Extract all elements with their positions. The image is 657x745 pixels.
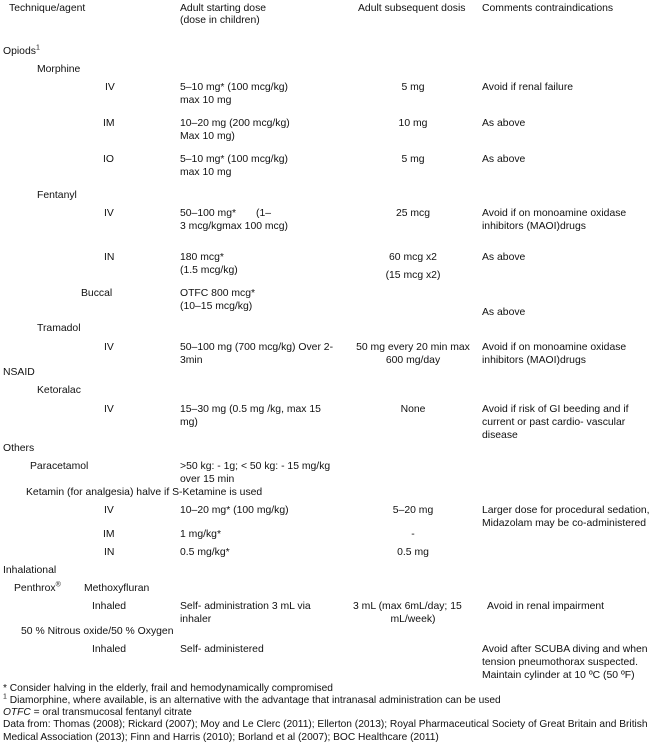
subsequent-dose: None [400,404,426,415]
dose-text: max 10 mg [180,167,232,178]
dose-text: Self- administered [180,644,264,655]
dose-text: 0.5 mg/kg* [180,547,230,558]
header-subsequent: Adult subsequent dosis [358,3,466,14]
agent-penthrox: Penthrox® [14,581,61,594]
dose-text: 50–100 mg (700 mcg/kg) Over 2- [180,342,334,353]
comment-text: tension pneumothorax suspected. [482,657,638,668]
dose-text: 10–20 mg* (100 mg/kg) [180,505,289,516]
route-label: IV [104,404,114,415]
route-label: Inhaled [92,601,127,612]
comment-text: As above [482,307,526,318]
agent-tramadol: Tramadol [37,323,81,334]
agent-ketamin: Ketamin (for analgesia) halve if S-Ketamine is used [26,487,263,498]
route-label: IV [104,505,114,516]
subsequent-dose: 5 mg [401,82,425,93]
section-nsaid: NSAID [3,367,35,378]
comment-text: As above [482,118,526,129]
dose-text: max 10 mg [180,95,232,106]
section-opioids: Opiods$^1$ [3,44,40,57]
comment-text: Avoid if on monoamine oxidase [482,342,627,353]
agent-nitrous-oxide: 50 % Nitrous oxide/50 % Oxygen [21,626,174,637]
route-label: IO [103,154,114,165]
route-label-buccal: Buccal [81,288,113,299]
dose-text: (1.5 mcg/kg) [180,265,238,276]
subsequent-dose: (15 mcg x2) [385,270,441,281]
agent-paracetamol: Paracetamol [30,461,89,472]
section-others: Others [3,443,35,454]
subsequent-dose: mL/week) [390,614,436,625]
comment-text: current or past cardio- vascular [482,417,626,428]
comment-text: Avoid if renal failure [482,82,574,93]
route-label: IV [104,208,114,219]
section-inhalational: Inhalational [3,565,57,576]
dose-text: 3min [180,355,203,366]
dose-text: 5–10 mg* (100 mcg/kg) [180,154,289,165]
agent-morphine: Morphine [37,64,81,75]
subsequent-dose: 0.5 mg [397,547,429,558]
route-label: IM [103,529,115,540]
dose-text: over 15 min [180,474,235,485]
subsequent-dose: - [411,529,415,540]
header-comments: Comments contraindications [482,3,614,14]
comment-text: Avoid after SCUBA diving and when [482,644,648,655]
dose-text: Self- administration 3 mL via [180,601,311,612]
comment-text: As above [482,154,526,165]
agent-fentanyl: Fentanyl [37,190,77,201]
comment-text: disease [482,430,518,441]
header-technique: Technique/agent [9,3,86,14]
route-label: Inhaled [92,644,127,655]
comment-text: Midazolam may be co-administered [482,518,647,529]
agent-methoxyflurane: Methoxyfluran [84,583,150,594]
footnote-otfc: OTFC = oral transmucosal fentanyl citrate [3,707,192,718]
route-label: IM [103,118,115,129]
route-label: IN [104,547,115,558]
comment-text: Avoid if risk of GI beeding and if [482,404,629,415]
subsequent-dose: 60 mcg x2 [389,252,437,263]
subsequent-dose: 5–20 mg [392,505,434,516]
dose-text: 50–100 mg* [180,208,237,219]
comment-text: Avoid if on monoamine oxidase [482,208,627,219]
route-label: IN [104,252,115,263]
subsequent-dose: 3 mL (max 6mL/day; 15 [353,601,462,612]
subsequent-dose: 25 mcg [395,208,431,219]
dose-text: mg) [180,417,198,428]
subsequent-dose: 50 mg every 20 min max [356,342,470,353]
comment-text: As above [482,252,526,263]
agent-ketoralac: Ketoralac [37,385,81,396]
dose-text: (1– [256,208,272,219]
dose-text: 10–20 mg (200 mcg/kg) [180,118,290,129]
footnote-halving: * Consider halving in the elderly, frail and hemodynamically compromised [3,683,333,694]
subsequent-dose: 5 mg [401,154,425,165]
route-label: IV [105,82,115,93]
subsequent-dose: 600 mg/day [385,355,441,366]
route-label: IV [104,342,114,353]
footnote-diamorphine: $^1$ Diamorphine, where available, is an alternative with the advantage that intranasal administration can be used [3,693,501,706]
dose-text: 5–10 mg* (100 mcg/kg) [180,82,289,93]
dose-text: >50 kg: - 1g; < 50 kg: - 15 mg/kg [180,461,331,472]
dose-text: 1 mg/kg* [180,529,222,540]
header-starting-dose: Adult starting dose [180,3,267,14]
comment-text: inhibitors (MAOI)drugs [482,221,586,232]
dose-text: Max 10 mg) [180,131,235,142]
dose-text: 15–30 mg (0.5 mg /kg, max 15 [180,404,321,415]
dose-text: 180 mcg* [180,252,224,263]
header-children-dose: (dose in children) [180,15,260,26]
dose-text: 3 mcg/kgmax 100 mcg) [180,221,288,232]
comment-text: Maintain cylinder at 10 ºC (50 ºF) [482,670,635,681]
dose-text: (10–15 mcg/kg) [180,301,253,312]
comment-text: Avoid in renal impairment [487,601,605,612]
comment-text: inhibitors (MAOI)drugs [482,355,586,366]
dose-text: OTFC 800 mcg* [180,288,256,299]
footnote-sources: Data from: Thomas (2008); Rickard (2007); Moy and Le Clerc (2011); Ellerton (2013); Royal Pharmaceutical Society of Great Britain and British Medical Association (2013); Finn and Harris (2010); Borland et al (2007); BOC Healthcare (2011) [3,719,648,743]
comment-text: Larger dose for procedural sedation, [482,505,650,516]
subsequent-dose: 10 mg [398,118,428,129]
dose-text: inhaler [180,614,212,625]
